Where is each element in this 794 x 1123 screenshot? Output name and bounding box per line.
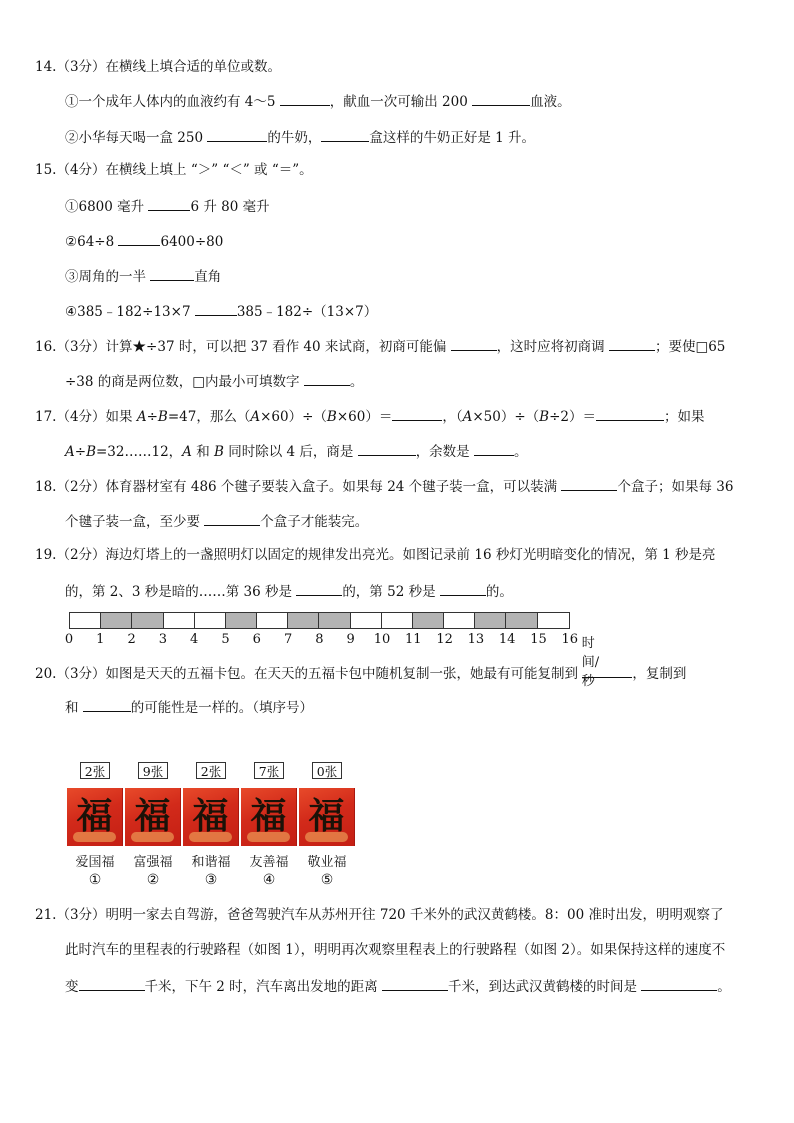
card-name: 友善福 bbox=[249, 855, 289, 870]
q16-line-1: 16.（3分）计算★÷37 时，可以把 37 看作 40 来试商，初商可能偏 ，这时应将初商调 ；要使□65 bbox=[35, 336, 725, 356]
q18-blank-1[interactable] bbox=[561, 476, 617, 491]
card-count: 2张 bbox=[80, 762, 110, 779]
timeline-tick: 3 bbox=[158, 632, 168, 647]
q15-item-1: ①6800 毫升 6 升 80 毫升 bbox=[65, 196, 270, 216]
q15-stem: 15.（4分）在横线上填上 “＞” “＜” 或 “＝”。 bbox=[35, 162, 313, 178]
timeline-tick: 6 bbox=[252, 632, 261, 647]
card-number: ③ bbox=[204, 872, 218, 888]
q17-line-2: A÷B=32……12，A 和 B 同时除以 4 后，商是 ，余数是 。 bbox=[65, 441, 527, 461]
q15-item-2: ②64÷8 6400÷80 bbox=[65, 231, 223, 251]
q21-line-1: 21.（3分）明明一家去自驾游，爸爸驾驶汽车从苏州开往 720 千米外的武汉黄鹤楼。8：00 准时出发，明明观察了 bbox=[35, 907, 724, 923]
card-name: 富强福 bbox=[133, 855, 173, 870]
timeline-second-6 bbox=[226, 613, 257, 628]
timeline-second-11 bbox=[382, 613, 413, 628]
timeline-cells bbox=[69, 612, 570, 629]
card-count: 2张 bbox=[196, 762, 226, 779]
fu-glyph: 福 bbox=[134, 795, 171, 837]
timeline-tick: 16 bbox=[561, 632, 579, 647]
timeline-tick: 11 bbox=[405, 632, 422, 647]
q21-blank-1[interactable] bbox=[79, 976, 145, 991]
timeline-tick: 14 bbox=[498, 632, 516, 647]
timeline-tick: 12 bbox=[436, 632, 453, 647]
timeline-second-7 bbox=[257, 613, 288, 628]
q21-blank-2[interactable] bbox=[382, 976, 448, 991]
timeline-tick: 7 bbox=[283, 632, 293, 647]
q18-blank-2[interactable] bbox=[204, 511, 260, 526]
q18-line-2: 个毽子装一盒，至少要 个盒子才能装完。 bbox=[65, 511, 368, 531]
timeline-tick: 8 bbox=[315, 632, 324, 647]
card-count: 0张 bbox=[312, 762, 342, 779]
q18-line-1: 18.（2分）体育器材室有 486 个毽子要装入盒子。如果每 24 个毽子装一盒，可以装满 个盒子；如果每 36 bbox=[35, 476, 733, 496]
q20-line-1: 20.（3分）如图是天天的五福卡包。在天天的五福卡包中随机复制一张，她最有可能复制到 ，复制到 bbox=[35, 663, 686, 683]
timeline-second-4 bbox=[164, 613, 195, 628]
card-count: 9张 bbox=[138, 762, 168, 779]
time-unit-label: 时间/秒 bbox=[581, 636, 600, 689]
q17-blank-4[interactable] bbox=[474, 441, 514, 456]
timeline-second-3 bbox=[132, 613, 163, 628]
card-name: 爱国福 bbox=[75, 855, 115, 870]
q14-item-1: ①一个成年人体内的血液约有 4～5 ，献血一次可输出 200 血液。 bbox=[65, 91, 571, 111]
card-decoration bbox=[247, 832, 290, 842]
timeline-tick: 10 bbox=[373, 632, 391, 647]
card-decoration bbox=[305, 832, 348, 842]
timeline-second-16 bbox=[538, 613, 569, 628]
timeline-second-13 bbox=[444, 613, 475, 628]
q19-blank-2[interactable] bbox=[440, 581, 486, 596]
q21-line-2: 此时汽车的里程表的行驶路程（如图 1），明明再次观察里程表上的行驶路程（如图 2）。如果保持这样的速度不 bbox=[65, 942, 726, 958]
q21-line-3: 变 千米，下午 2 时，汽车离出发地的距离 千米，到达武汉黄鹤楼的时间是 。 bbox=[65, 976, 731, 996]
card-number: ④ bbox=[262, 872, 276, 888]
timeline-second-8 bbox=[288, 613, 319, 628]
timeline-tick: 9 bbox=[346, 632, 355, 647]
q17-line-1: 17.（4分）如果 A÷B=47，那么（A×60）÷（B×60）＝ ，（A×50）÷（B÷2）＝ ；如果 bbox=[35, 406, 704, 426]
q21-blank-3[interactable] bbox=[641, 976, 717, 991]
fu-card-image bbox=[183, 788, 239, 846]
q16-line-2: ÷38 的商是两位数，□内最小可填数字 。 bbox=[65, 371, 363, 391]
timeline-tick: 4 bbox=[190, 632, 199, 647]
card-decoration bbox=[73, 832, 116, 842]
timeline-second-10 bbox=[351, 613, 382, 628]
q19-blank-1[interactable] bbox=[296, 581, 342, 596]
q16-blank-1[interactable] bbox=[451, 336, 497, 351]
q19-line-2: 的，第 2、3 秒是暗的……第 36 秒是 的，第 52 秒是 的。 bbox=[65, 581, 513, 601]
timeline-second-2 bbox=[101, 613, 132, 628]
timeline-tick: 15 bbox=[530, 632, 547, 647]
q20-line-2: 和 的可能性是一样的。（填序号） bbox=[65, 697, 313, 717]
q14-item-2: ②小华每天喝一盒 250 的牛奶， 盒这样的牛奶正好是 1 升。 bbox=[65, 127, 535, 147]
q17-blank-1[interactable] bbox=[392, 406, 442, 421]
fu-card-image bbox=[67, 788, 123, 846]
timeline-second-15 bbox=[506, 613, 537, 628]
q14-stem: 14.（3分）在横线上填合适的单位或数。 bbox=[35, 59, 282, 75]
fu-glyph: 福 bbox=[192, 795, 229, 837]
timeline-second-1 bbox=[70, 613, 101, 628]
q14-blank-2[interactable] bbox=[472, 91, 530, 106]
fu-glyph: 福 bbox=[250, 795, 287, 837]
card-number: ⑤ bbox=[320, 872, 334, 888]
q15-blank-3[interactable] bbox=[150, 266, 194, 281]
fu-card-image bbox=[125, 788, 181, 846]
q20-blank-2[interactable] bbox=[83, 697, 131, 712]
q17-blank-3[interactable] bbox=[358, 441, 416, 456]
card-number: ① bbox=[88, 872, 102, 888]
timeline-tick: 2 bbox=[127, 632, 136, 647]
q14-blank-3[interactable] bbox=[207, 127, 267, 142]
timeline-second-5 bbox=[195, 613, 226, 628]
timeline-tick: 13 bbox=[467, 632, 485, 647]
card-decoration bbox=[131, 832, 174, 842]
q17-blank-2[interactable] bbox=[596, 406, 664, 421]
q16-blank-2[interactable] bbox=[609, 336, 655, 351]
q15-blank-4[interactable] bbox=[195, 301, 237, 316]
fu-glyph: 福 bbox=[308, 795, 345, 837]
card-count: 7张 bbox=[254, 762, 284, 779]
q15-blank-1[interactable] bbox=[148, 196, 190, 211]
q14-blank-1[interactable] bbox=[280, 91, 330, 106]
timeline-tick: 5 bbox=[221, 632, 230, 647]
q14-blank-4[interactable] bbox=[321, 127, 369, 142]
q15-item-3: ③周角的一半 直角 bbox=[65, 266, 221, 286]
timeline-tick: 0 bbox=[64, 632, 74, 647]
timeline-second-12 bbox=[413, 613, 444, 628]
timeline-second-14 bbox=[475, 613, 506, 628]
card-name: 和谐福 bbox=[191, 855, 231, 870]
q16-blank-3[interactable] bbox=[304, 371, 350, 386]
q20-blank-1[interactable] bbox=[582, 663, 632, 678]
card-number: ② bbox=[146, 872, 160, 888]
q15-item-4: ④385﹣182÷13×7 385﹣182÷（13×7） bbox=[65, 301, 377, 321]
fu-glyph: 福 bbox=[76, 795, 113, 837]
timeline-second-9 bbox=[319, 613, 350, 628]
fu-card-image bbox=[299, 788, 355, 846]
fu-card-image bbox=[241, 788, 297, 846]
q19-line-1: 19.（2分）海边灯塔上的一盏照明灯以固定的规律发出亮光。如图记录前 16 秒灯光明暗变化的情况，第 1 秒是亮 bbox=[35, 547, 716, 563]
timeline-tick: 1 bbox=[96, 632, 105, 647]
card-name: 敬业福 bbox=[307, 855, 347, 870]
card-decoration bbox=[189, 832, 232, 842]
fu-card-pack bbox=[66, 762, 356, 892]
q15-blank-2[interactable] bbox=[118, 231, 160, 246]
